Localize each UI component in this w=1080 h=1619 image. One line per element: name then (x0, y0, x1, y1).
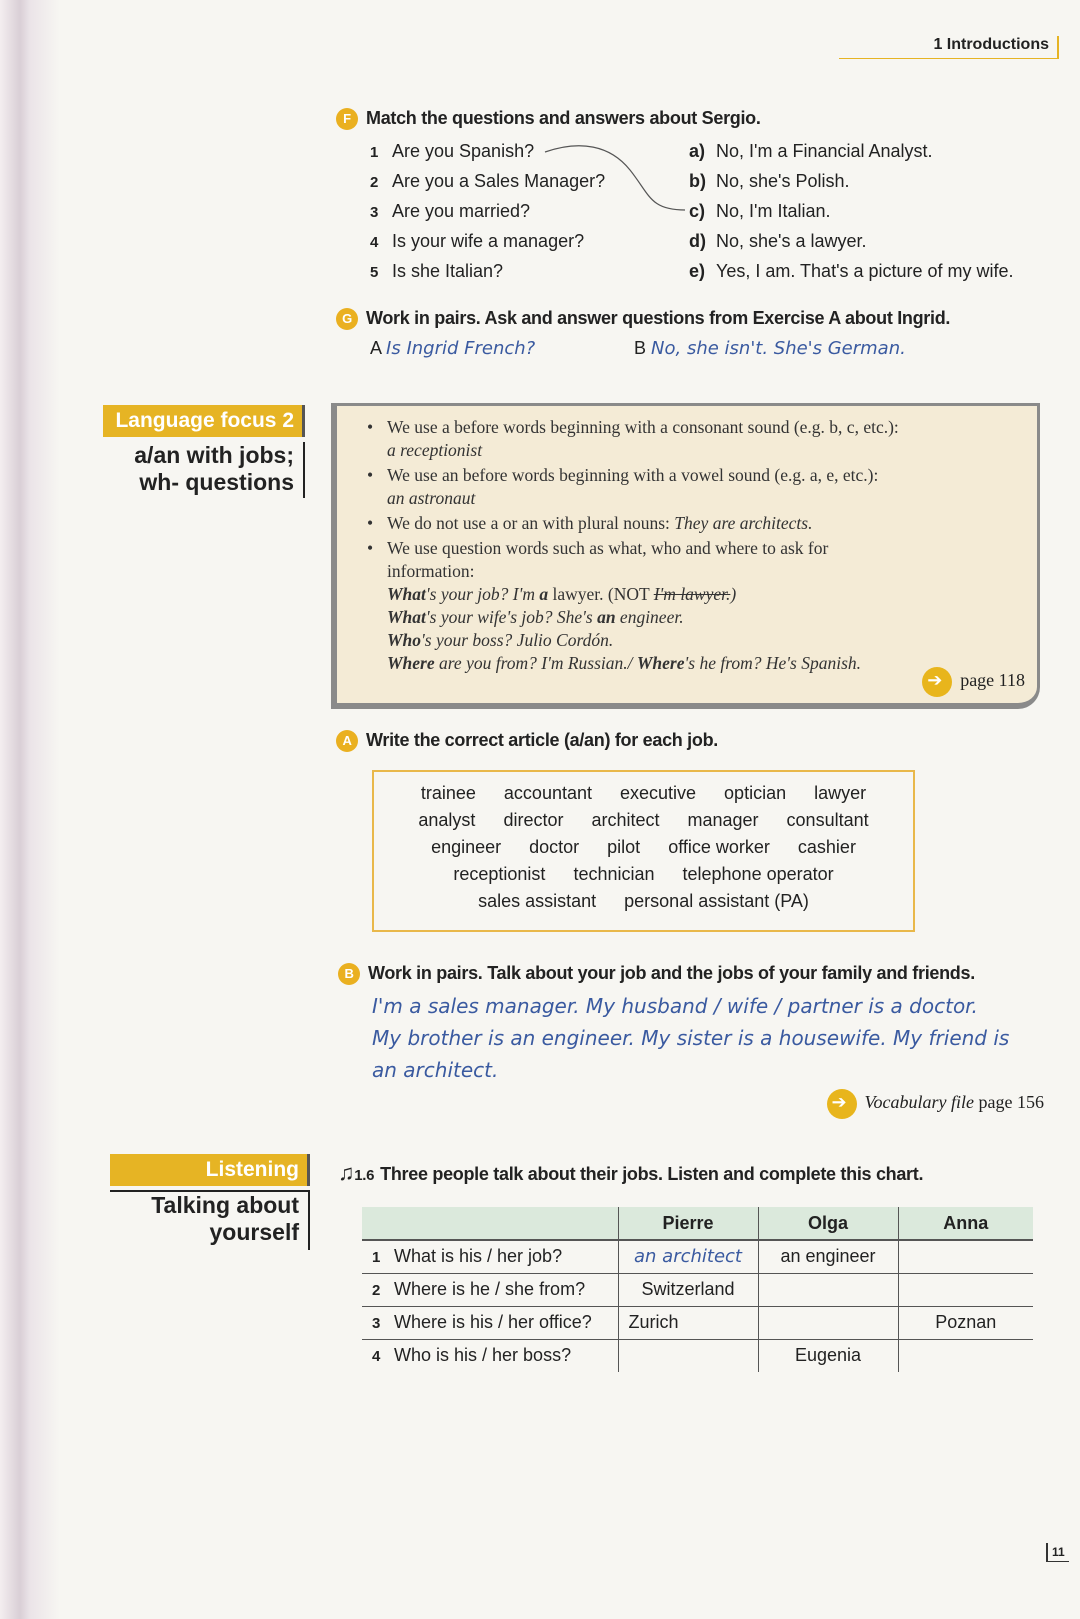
question-text: Are you married? (392, 201, 531, 221)
language-focus-label: Language focus 2 (103, 405, 305, 437)
listening-title (110, 1190, 310, 1250)
column-header: Pierre (618, 1207, 758, 1240)
answer-letter: e) (689, 261, 706, 281)
title-line: a/an with jobs; (134, 442, 294, 468)
example-line: Who's your boss? Julio Cordón. (387, 630, 614, 650)
answer-cell[interactable]: Poznan (898, 1306, 1033, 1339)
bullet-text: We use an before words beginning with a vowel sound (e.g. a, e, etc.): (387, 465, 879, 485)
speaker-label: A (370, 338, 382, 358)
column-header: Anna (898, 1207, 1033, 1240)
question-text: Are you a Sales Manager? (392, 171, 606, 191)
answer-cell[interactable]: Eugenia (758, 1339, 898, 1372)
answer-list (689, 136, 1014, 286)
exercise-a-heading (336, 730, 718, 752)
table-header-row (362, 1207, 1033, 1240)
example-line: Where are you from? I'm Russian./ Where's he from? He's Spanish. (387, 653, 862, 673)
exercise-badge: A (336, 730, 358, 752)
listening-heading (338, 1160, 923, 1186)
answer-text: Yes, I am. That's a picture of my wife. (716, 261, 1014, 281)
exercise-g-heading (336, 308, 950, 330)
column-header: Olga (758, 1207, 898, 1240)
reference-page: page 156 (974, 1092, 1044, 1113)
chapter-header: 1 Introductions (839, 36, 1059, 59)
example-line: What's your job? I'm a lawyer. (NOT I'm lawyer.) (387, 584, 737, 604)
answer-text: No, she's a lawyer. (716, 231, 867, 251)
reference-italic: Vocabulary file (864, 1092, 975, 1113)
language-focus-title (103, 442, 305, 498)
exercise-title: Write the correct article (a/an) for each job. (366, 730, 718, 750)
handwritten-line: My brother is an engineer. My sister is a housewife. My friend is (372, 1026, 1010, 1050)
listening-chart (362, 1207, 1033, 1372)
page-number: 11 (1046, 1543, 1069, 1562)
word-row: receptionist technician telephone operator (453, 864, 834, 884)
exercise-title: Work in pairs. Ask and answer questions from Exercise A about Ingrid. (366, 308, 951, 328)
example-a (370, 338, 535, 359)
listening-label: Listening (110, 1154, 310, 1186)
bullet-example: They are architects. (674, 513, 813, 533)
title-line: Talking about (151, 1192, 299, 1218)
question-text: Are you Spanish? (392, 141, 535, 161)
answer-cell[interactable] (898, 1273, 1033, 1306)
answer-text: No, I'm Italian. (716, 201, 831, 221)
bullet-text: We do not use a or an with plural nouns: (387, 513, 670, 533)
arrow-right-icon (827, 1089, 857, 1119)
word-row: engineer doctor pilot office worker cashier (431, 837, 856, 857)
grammar-bullet (367, 537, 1037, 675)
answer-letter: d) (689, 231, 706, 251)
item-number: 4 (370, 234, 379, 251)
item-number: 3 (370, 204, 379, 221)
answer-cell[interactable]: Switzerland (618, 1273, 758, 1306)
answer-cell[interactable]: an engineer (758, 1240, 898, 1273)
item-number: 2 (370, 174, 379, 191)
grammar-bullet (367, 512, 1037, 535)
track-number: 1.6 (354, 1167, 375, 1184)
handwritten-line: I'm a sales manager. My husband / wife / partner is a doctor. (372, 994, 978, 1018)
answer-text: No, I'm a Financial Analyst. (716, 141, 933, 161)
handwritten-answer: No, she isn't. She's German. (651, 338, 906, 359)
bullet-text: We use a before words beginning with a consonant sound (e.g. b, c, etc.): (387, 417, 899, 437)
question-item (370, 226, 605, 256)
answer-cell[interactable]: Zurich (618, 1306, 758, 1339)
answer-item (689, 166, 1014, 196)
handwritten-answer: Is Ingrid French? (386, 338, 536, 359)
title-line: wh- questions (139, 469, 294, 495)
bullet-example: an astronaut (387, 488, 476, 508)
arrow-right-icon (922, 667, 952, 697)
exercise-f-heading (336, 108, 761, 130)
title-line: yourself (209, 1219, 299, 1245)
reference-text: page 118 (960, 670, 1025, 691)
exercise-title: Match the questions and answers about Sergio. (366, 108, 761, 128)
answer-cell[interactable] (618, 1339, 758, 1372)
answer-item (689, 226, 1014, 256)
word-row: sales assistant personal assistant (PA) (478, 891, 809, 911)
table-row: 4 Who is his / her boss? Eugenia (362, 1339, 1033, 1372)
handwritten-line: an architect. (372, 1058, 499, 1082)
answer-item (689, 256, 1014, 286)
answer-cell[interactable] (758, 1306, 898, 1339)
speaker-label: B (634, 338, 647, 358)
page-gutter-shadow (0, 0, 60, 1619)
item-number: 1 (370, 144, 379, 161)
answer-cell[interactable]: an architect (618, 1240, 758, 1273)
answer-letter: c) (689, 201, 706, 221)
example-b (634, 338, 906, 359)
exercise-badge: B (338, 963, 360, 985)
answer-item (689, 196, 1014, 226)
answer-cell[interactable] (898, 1339, 1033, 1372)
headphones-icon: ♫ (338, 1160, 355, 1185)
answer-letter: b) (689, 171, 706, 191)
table-row: 3 Where is his / her office? Zurich Poznan (362, 1306, 1033, 1339)
grammar-bullet (367, 464, 1037, 510)
exercise-b-heading (338, 963, 975, 985)
grammar-box (331, 403, 1040, 709)
bullet-example: a receptionist (387, 440, 483, 460)
question-item (370, 256, 605, 286)
answer-letter: a) (689, 141, 706, 161)
question-text: Is your wife a manager? (392, 231, 585, 251)
table-row: 2 Where is he / she from? Switzerland (362, 1273, 1033, 1306)
exercise-title: Three people talk about their jobs. Listen and complete this chart. (380, 1164, 924, 1184)
question-text: Is she Italian? (392, 261, 504, 281)
grammar-bullet (367, 416, 1037, 462)
vocabulary-file-link[interactable] (827, 1089, 1044, 1119)
example-line: What's your wife's job? She's an engineer. (387, 607, 684, 627)
item-number: 5 (370, 264, 379, 281)
exercise-badge: G (336, 308, 358, 330)
grammar-reference-link[interactable] (922, 667, 1025, 697)
word-row: trainee accountant executive optician lawyer (420, 783, 867, 803)
bullet-text: We use question words such as what, who and where to ask for information: (387, 538, 829, 581)
exercise-badge: F (336, 108, 358, 130)
exercise-title: Work in pairs. Talk about your job and the jobs of your family and friends. (368, 963, 975, 983)
table-row: 1 What is his / her job? an architect an engineer (362, 1240, 1033, 1273)
word-row: analyst director architect manager consultant (418, 810, 869, 830)
answer-cell[interactable] (898, 1240, 1033, 1273)
answer-text: No, she's Polish. (716, 171, 850, 191)
match-line (540, 140, 690, 220)
job-word-box (372, 770, 915, 932)
answer-item (689, 136, 1014, 166)
handwritten-examples (372, 990, 1009, 1086)
answer-cell[interactable] (758, 1273, 898, 1306)
